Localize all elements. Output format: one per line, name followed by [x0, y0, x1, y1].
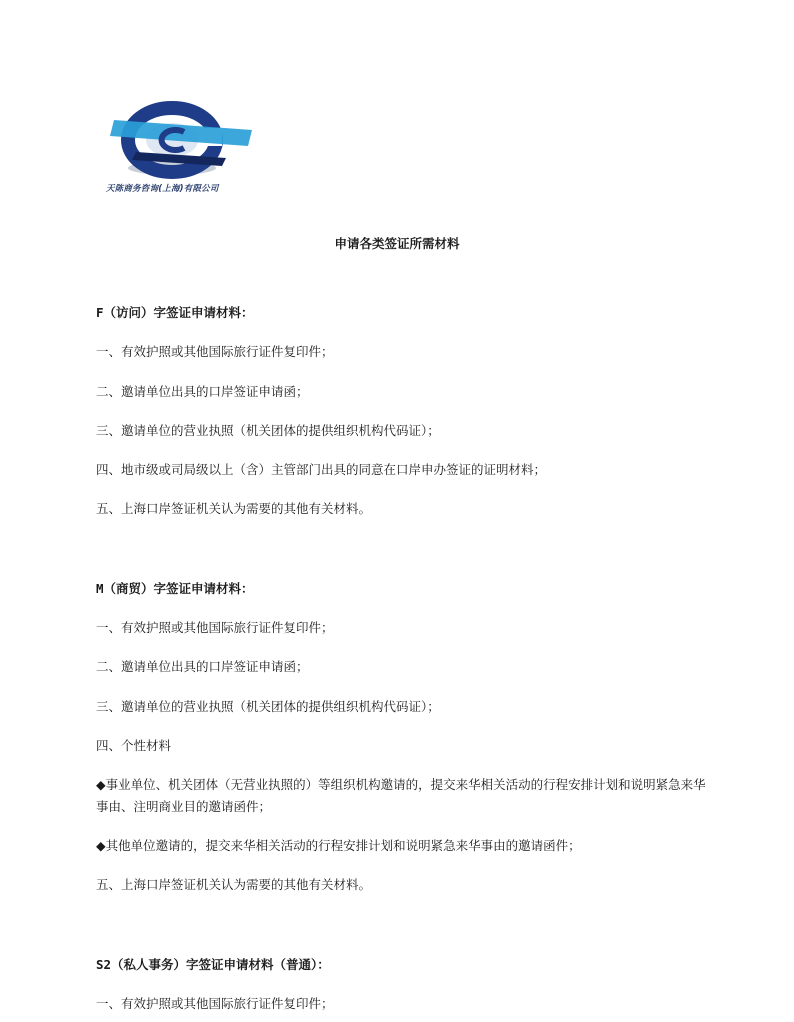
list-item: 四、地市级或司局级以上（含）主管部门出具的同意在口岸申办签证的证明材料；: [96, 462, 547, 477]
list-item: 三、邀请单位的营业执照（机关团体的提供组织机构代码证）；: [96, 423, 440, 438]
document-title: 申请各类签证所需材料: [334, 236, 460, 251]
list-item: 一、有效护照或其他国际旅行证件复印件；: [96, 620, 334, 635]
list-item: 五、上海口岸签证机关认为需要的其他有关材料。: [96, 877, 372, 892]
list-item: ◆其他单位邀请的，提交来华相关活动的行程安排计划和说明紧急来华事由的邀请函件；: [96, 838, 581, 853]
logo-emblem-icon: [106, 100, 256, 182]
list-item: 一、有效护照或其他国际旅行证件复印件；: [96, 344, 334, 359]
list-item: 五、上海口岸签证机关认为需要的其他有关材料。: [96, 501, 372, 516]
logo-caption: 天陈商务咨询(上海)有限公司: [106, 184, 219, 194]
section-heading-m: M（商贸）字签证申请材料：: [96, 581, 254, 596]
list-item: 四、个性材料: [96, 738, 172, 753]
section-heading-s2: S2（私人事务）字签证申请材料（普通）：: [96, 957, 330, 972]
list-item: ◆事业单位、机关团体（无营业执照的）等组织机构邀请的，提交来华相关活动的行程安排计划和说明紧急来华事由、注明商业目的邀请函件；: [96, 777, 706, 814]
company-logo: [106, 100, 256, 198]
list-item: 一、有效护照或其他国际旅行证件复印件；: [96, 996, 334, 1011]
list-item: 二、邀请单位出具的口岸签证申请函；: [96, 659, 309, 674]
list-item: 二、邀请单位出具的口岸签证申请函；: [96, 384, 309, 399]
section-heading-f: F（访问）字签证申请材料：: [96, 305, 254, 320]
list-item: 三、邀请单位的营业执照（机关团体的提供组织机构代码证）；: [96, 699, 440, 714]
